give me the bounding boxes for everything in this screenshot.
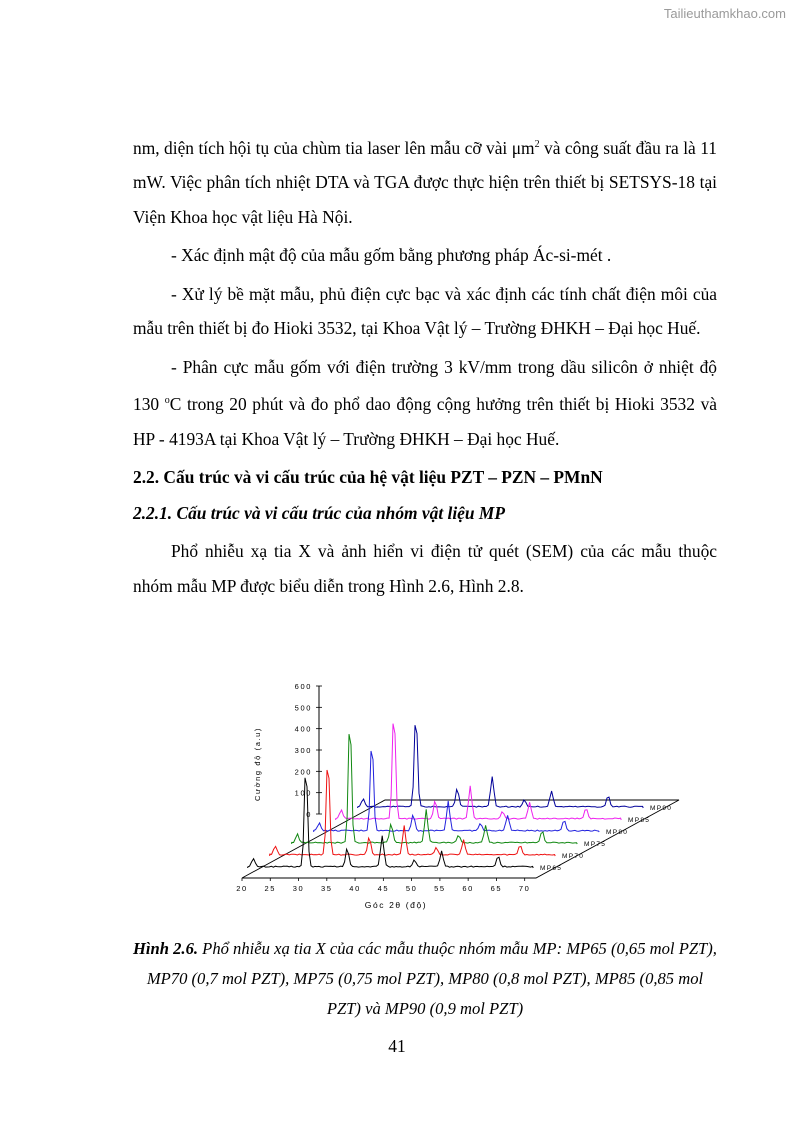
subsection-heading-2-2-1: 2.2.1. Cấu trúc và vi cấu trúc của nhóm vật liệu MP xyxy=(133,503,505,524)
y-axis-label: Cường độ (a.u) xyxy=(253,726,262,802)
y-tick-label-600: 600 xyxy=(294,682,312,691)
series-label-mp90: MP90 xyxy=(650,805,673,812)
series-label-mp65: MP65 xyxy=(540,865,563,872)
caption-label: Hình 2.6. xyxy=(133,939,199,958)
paragraph-4-part-b: C trong 20 phút và đo phổ dao động cộng hưởng trên thiết bị Hioki 3532 và HP - 4193A tại Khoa Vật lý – Trường ĐHKH – Đại học Huế. xyxy=(133,394,717,449)
caption-text: Phổ nhiễu xạ tia X của các mẫu thuộc nhóm mẫu MP: MP65 (0,65 mol PZT), MP70 (0,7 mol PZT), MP75 (0,75 mol PZT), MP80 (0,8 mol PZT), MP85 (0,85 mol PZT) và MP90 (0,9 mol PZT) xyxy=(146,939,717,1018)
x-tick-label-55: 55 xyxy=(434,884,446,893)
series-label-mp80: MP80 xyxy=(606,829,629,836)
x-tick-label-35: 35 xyxy=(321,884,333,893)
series-label-mp85: MP85 xyxy=(628,817,651,824)
y-tick-label-400: 400 xyxy=(294,724,312,734)
x-tick-label-45: 45 xyxy=(377,884,390,893)
paragraph-1-part-b: và công suất đầu ra là 11 mW. Việc phân tích nhiệt DTA và TGA được thực hiện trên thiết bị SETSYS-18 tại Viện Khoa học vật liệu Hà Nội. xyxy=(133,137,717,227)
watermark: Tailieuthamkhao.com xyxy=(663,6,786,21)
paragraph-4-part-a: - Phân cực mẫu gốm với điện trường 3 kV/mm trong dầu silicôn ở nhiệt độ 130 xyxy=(133,356,717,415)
superscript-2: 2 xyxy=(534,139,540,150)
paragraph-2: - Xác định mật độ của mẫu gốm bằng phương pháp Ác-si-mét . xyxy=(171,245,612,266)
x-tick-label-70: 70 xyxy=(518,884,531,893)
paragraph-4 xyxy=(133,350,717,456)
figure-caption xyxy=(133,934,717,1024)
x-tick-label-60: 60 xyxy=(462,884,474,893)
section-heading-2-2: 2.2. Cấu trúc và vi cấu trúc của hệ vật liệu PZT – PZN – PMnN xyxy=(133,467,603,488)
series-label-mp75: MP75 xyxy=(584,841,607,848)
series-label-mp70: MP70 xyxy=(562,853,585,860)
series-line-mp85 xyxy=(336,724,622,820)
paragraph-3: - Xử lý bề mặt mẫu, phủ điện cực bạc và xác định các tính chất điện môi của mẫu trên thiết bị đo Hioki 3532, tại Khoa Vật lý – Trường ĐHKH – Đại học Huế. xyxy=(133,283,717,339)
y-tick-label-100: 100 xyxy=(294,788,312,798)
paragraph-1 xyxy=(133,128,717,234)
x-tick-label-65: 65 xyxy=(490,884,503,893)
x-tick-label-30: 30 xyxy=(292,884,305,893)
page-number: 41 xyxy=(388,1036,406,1056)
x-tick-label-25: 25 xyxy=(264,884,277,893)
superscript-o: o xyxy=(164,395,170,407)
x-axis-label: Góc 2θ (độ) xyxy=(364,900,428,910)
series-line-mp90 xyxy=(358,725,644,808)
y-tick-label-300: 300 xyxy=(294,746,312,755)
x-tick-label-50: 50 xyxy=(405,884,418,893)
paragraph-1-part-a: nm, diện tích hội tụ của chùm tia laser lên mẫu cỡ vài μm xyxy=(133,137,535,158)
y-tick-label-200: 200 xyxy=(294,767,312,777)
y-tick-label-500: 500 xyxy=(294,703,312,713)
x-tick-label-40: 40 xyxy=(349,884,361,893)
page-content xyxy=(133,128,717,607)
paragraph-5: Phổ nhiễu xạ tia X và ảnh hiển vi điện tử quét (SEM) của các mẫu thuộc nhóm mẫu MP được biểu diễn trong Hình 2.6, Hình 2.8. xyxy=(133,541,717,596)
xrd-chart xyxy=(228,676,673,916)
x-tick-label-20: 20 xyxy=(236,884,248,893)
xrd-figure xyxy=(228,676,673,916)
y-tick-label-0: 0 xyxy=(306,810,312,819)
